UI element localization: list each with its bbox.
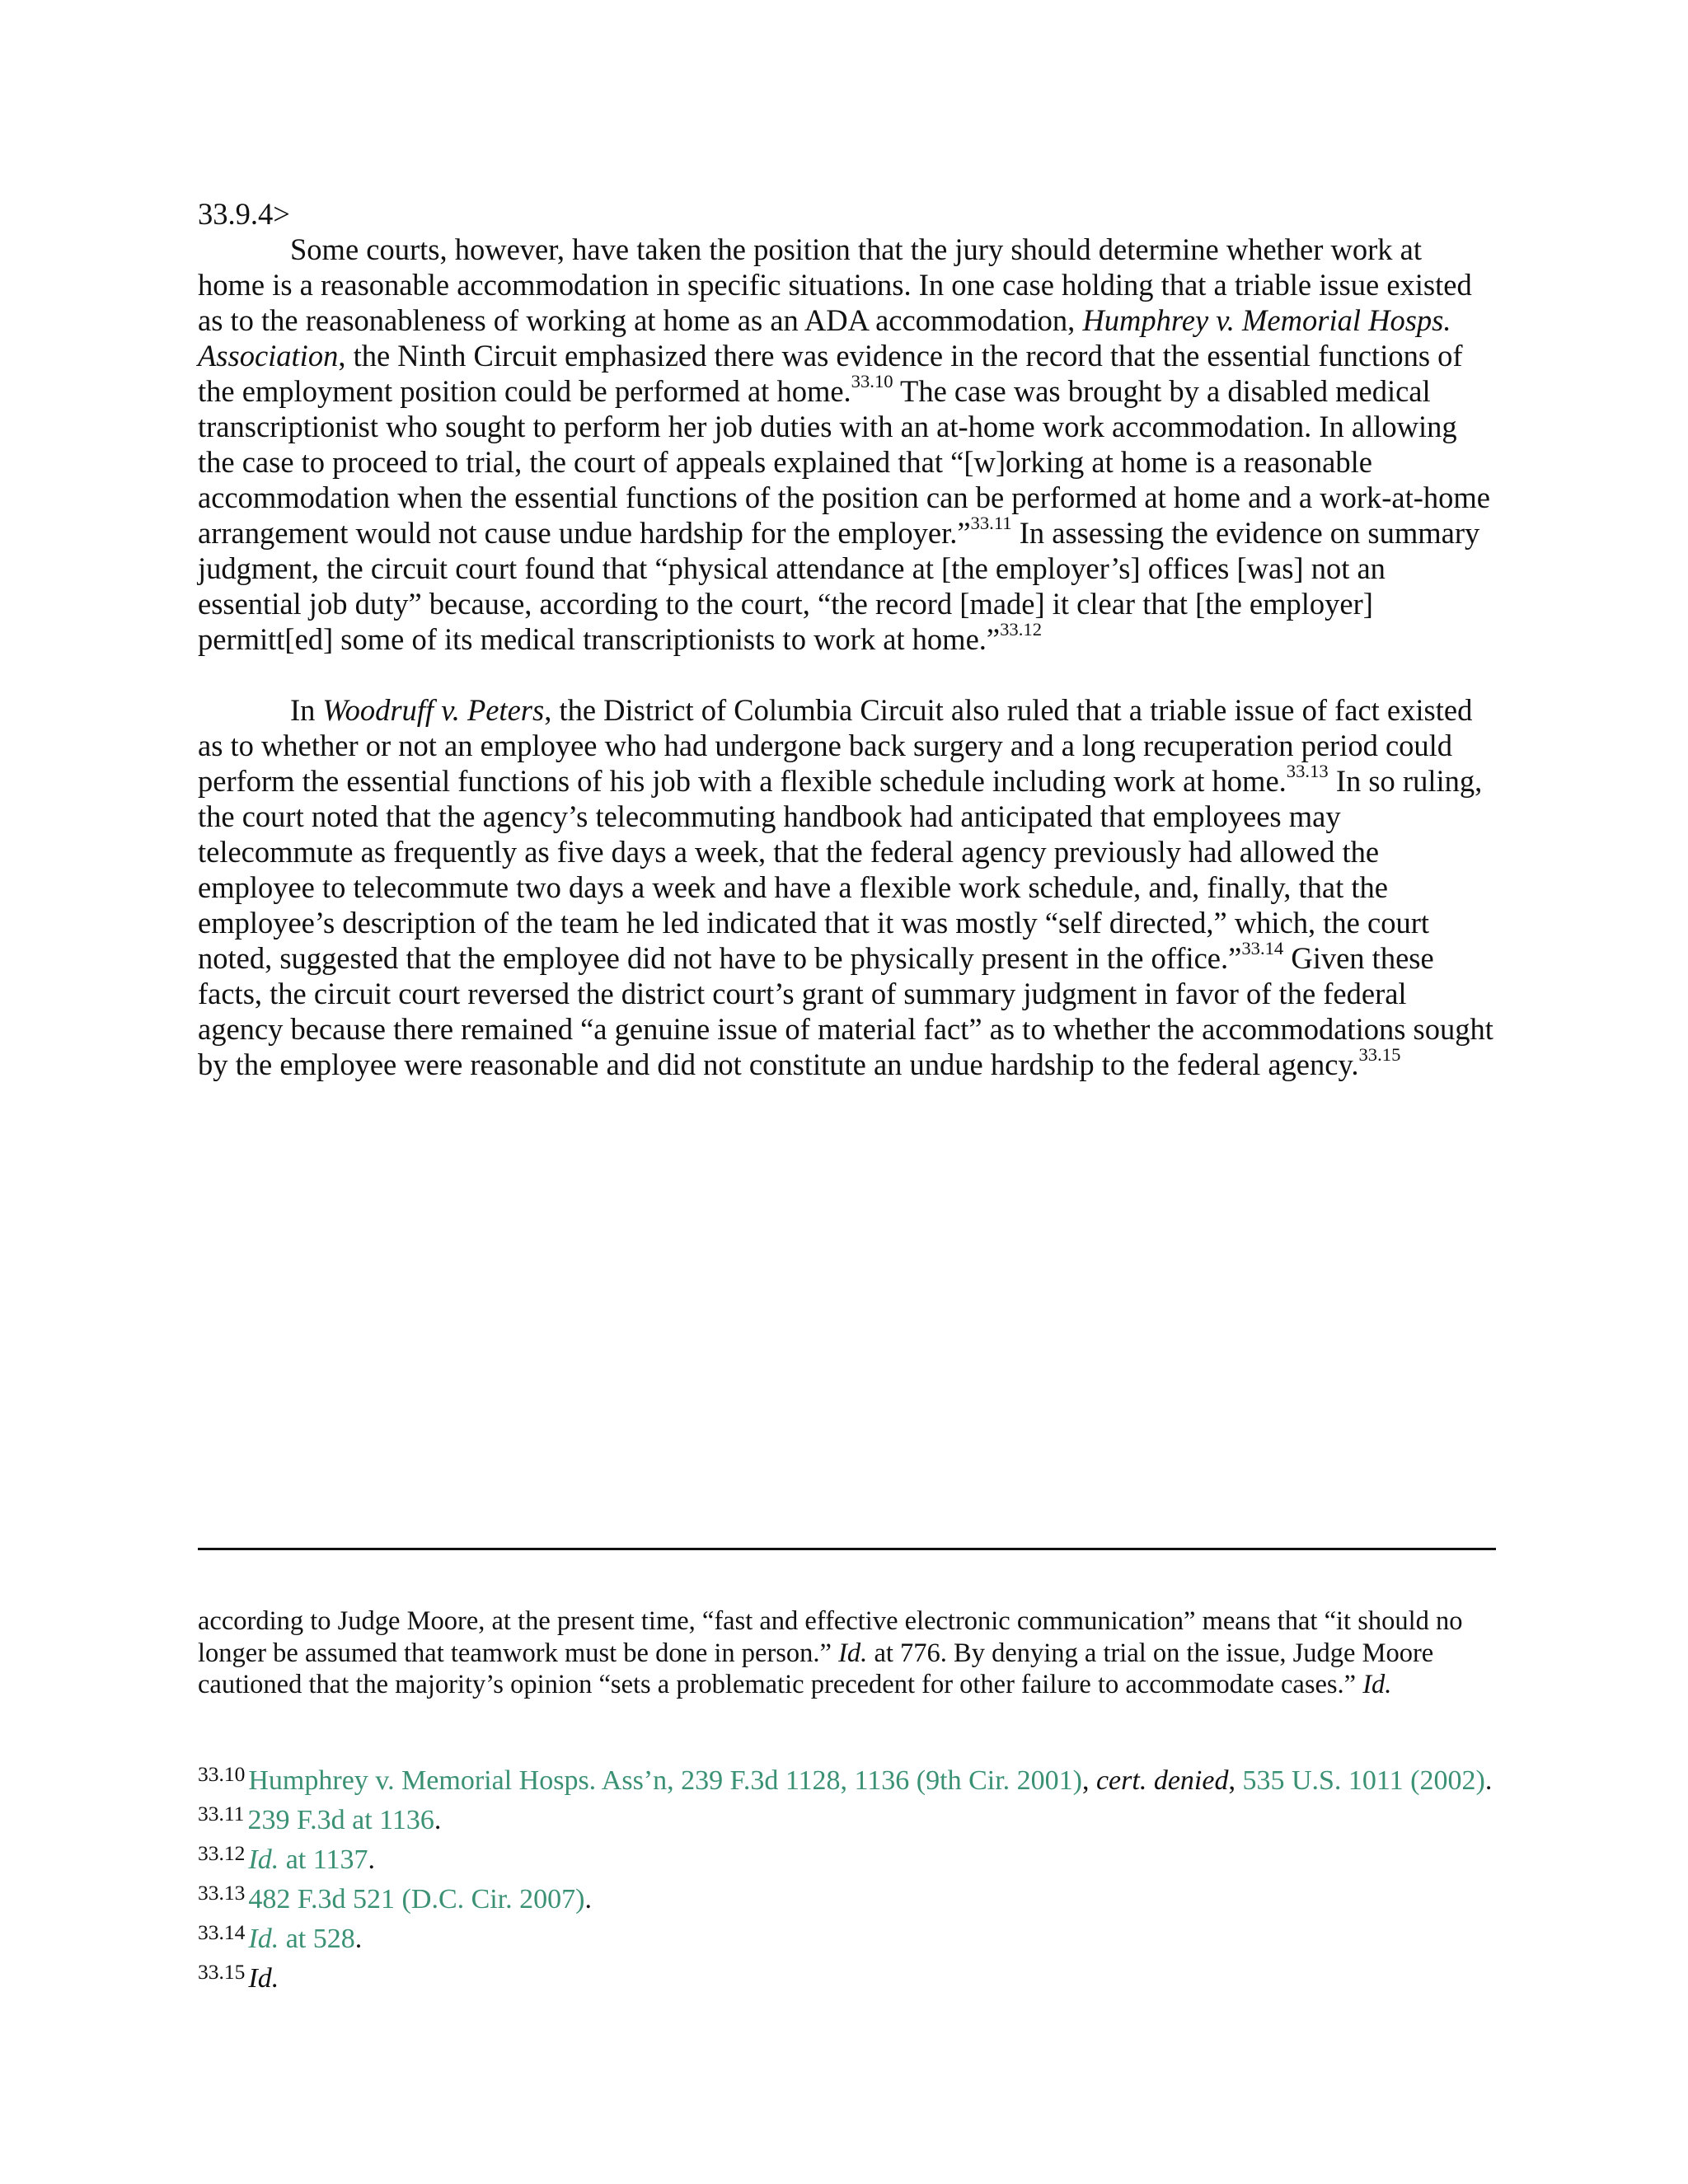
footnote-number: 33.10 (198, 1762, 246, 1787)
section-label: 33.9.4> (198, 197, 290, 231)
footnote-list (198, 1762, 1508, 1999)
footnote-number: 33.14 (198, 1920, 246, 1945)
footnote-end: . (354, 1924, 363, 1954)
footnote-end: . (434, 1805, 442, 1835)
para1-text-2: , the Ninth Circuit emphasized there was evidence in the record that the essential functions of the employment position could be performed at home. (198, 339, 1463, 408)
para1-text-4: In assessing the evidence on summary judgment, the circuit court found that “physical attendance at [the employer’s] offices [was] not an essential job duty” because, according to the court, “the record [made] it clear that [the employer] permitt[ed] some of its medical transcriptionists to work at home.” (198, 516, 1480, 656)
para2-text-4: Given these facts, the circuit court reversed the district court’s grant of summary judgment in favor of the federal agency because there remained “a genuine issue of material fact” as to whether the accommodations sought by the employee were reasonable and did not constitute an undue hardship to the federal agency. (198, 941, 1493, 1081)
footnote-ref-33-15[interactable]: 33.15 (1358, 1044, 1401, 1066)
para2-text-2: , the District of Columbia Circuit also ruled that a triable issue of fact existed as to whether or not an employee who had undergone back surgery and a long recuperation period could perform the essential functions of his job with a flexible schedule including work at home. (198, 693, 1473, 798)
continuation-text-2: at 776. By denying a trial on the issue, Judge Moore cautioned that the majority’s opinion “sets a problematic precedent for other failure to accommodate cases.” (198, 1638, 1434, 1699)
footnote-33-10 (198, 1762, 1508, 1802)
footnote-separator (198, 1548, 1496, 1550)
continuation-id-1: Id. (838, 1638, 868, 1668)
footnote-ref-33-11[interactable]: 33.11 (970, 513, 1012, 534)
footnote-ref-33-13[interactable]: 33.13 (1286, 761, 1329, 782)
para2-text-3: In so ruling, the court noted that the agency’s telecommuting handbook had anticipated that employees may telecommute as frequently as five days a week, that the federal agency previously had allowed the employee to telecommute two days a week and have a flexible work schedule, and, finally, that the employee’s description of the team he led indicated that it was mostly “self directed,” which, the court noted, suggested that the employee did not have to be physically present in the office.” (198, 764, 1483, 975)
body-text (198, 196, 1496, 1082)
citation-id-link[interactable]: Id. (248, 1844, 279, 1875)
footnote-end: . (1484, 1765, 1493, 1796)
footnote-end: . (584, 1884, 593, 1915)
footnote-33-15 (198, 1960, 1508, 1999)
continuation-id-2: Id. (1362, 1670, 1392, 1699)
citation-id: Id. (248, 1963, 279, 1994)
footnote-number: 33.11 (198, 1802, 245, 1826)
citation-id-link[interactable]: Id. (248, 1924, 279, 1954)
footnote-end: . (368, 1844, 375, 1875)
citation-link[interactable]: at 1137 (279, 1844, 368, 1875)
footnote-33-14 (198, 1920, 1508, 1960)
paragraph-humphrey (198, 232, 1496, 657)
continuation-text-1: according to Judge Moore, at the present time, “fast and effective electronic communication” means that “it should no longer be assumed that teamwork must be done in person.” (198, 1606, 1463, 1668)
footnote-ref-33-12[interactable]: 33.12 (1000, 619, 1043, 640)
para1-text-1: Some courts, however, have taken the position that the jury should determine whether work at home is a reasonable accommodation in specific situations. In one case holding that a triable issue existed as to the reasonableness of working at home as an ADA accommodation, (198, 232, 1472, 337)
case-name-humphrey: Humphrey v. Memorial Hosps. Association (198, 303, 1451, 373)
citation-link[interactable]: 535 U.S. 1011 (2002) (1242, 1765, 1485, 1796)
footnote-number: 33.12 (198, 1841, 246, 1866)
footnote-33-11 (198, 1802, 1508, 1841)
para1-text-3: The case was brought by a disabled medical transcriptionist who sought to perform her job duties with an at-home work accommodation. In allowing the case to proceed to trial, the court of appeals explained that “[w]orking at home is a reasonable accommodation when the essential functions of the position can be performed at home and a work-at-home arrangement would not cause undue hardship for the employer.” (198, 374, 1490, 550)
footnote-number: 33.15 (198, 1960, 246, 1985)
footnote-ref-33-10[interactable]: 33.10 (851, 371, 893, 392)
footnote-number: 33.13 (198, 1881, 246, 1905)
citation-signal: cert. denied (1095, 1765, 1229, 1796)
citation-link[interactable]: 482 F.3d 521 (D.C. Cir. 2007) (248, 1884, 585, 1915)
footnote-33-12 (198, 1841, 1508, 1881)
footnote-33-13 (198, 1881, 1508, 1920)
footnote-separator-text: , (1228, 1765, 1243, 1796)
footnote-continuation (198, 1605, 1496, 1701)
para2-text-1: In (290, 693, 323, 727)
citation-link[interactable]: at 528 (279, 1924, 355, 1954)
citation-link[interactable]: Humphrey v. Memorial Hosps. Ass’n, 239 F.3d 1128, 1136 (9th Cir. 2001) (248, 1765, 1082, 1796)
footnote-separator-text: , (1081, 1765, 1096, 1796)
footnote-ref-33-14[interactable]: 33.14 (1241, 938, 1284, 959)
case-name-woodruff: Woodruff v. Peters (322, 693, 545, 727)
citation-link[interactable]: 239 F.3d at 1136 (247, 1805, 434, 1835)
paragraph-woodruff (198, 692, 1496, 1082)
